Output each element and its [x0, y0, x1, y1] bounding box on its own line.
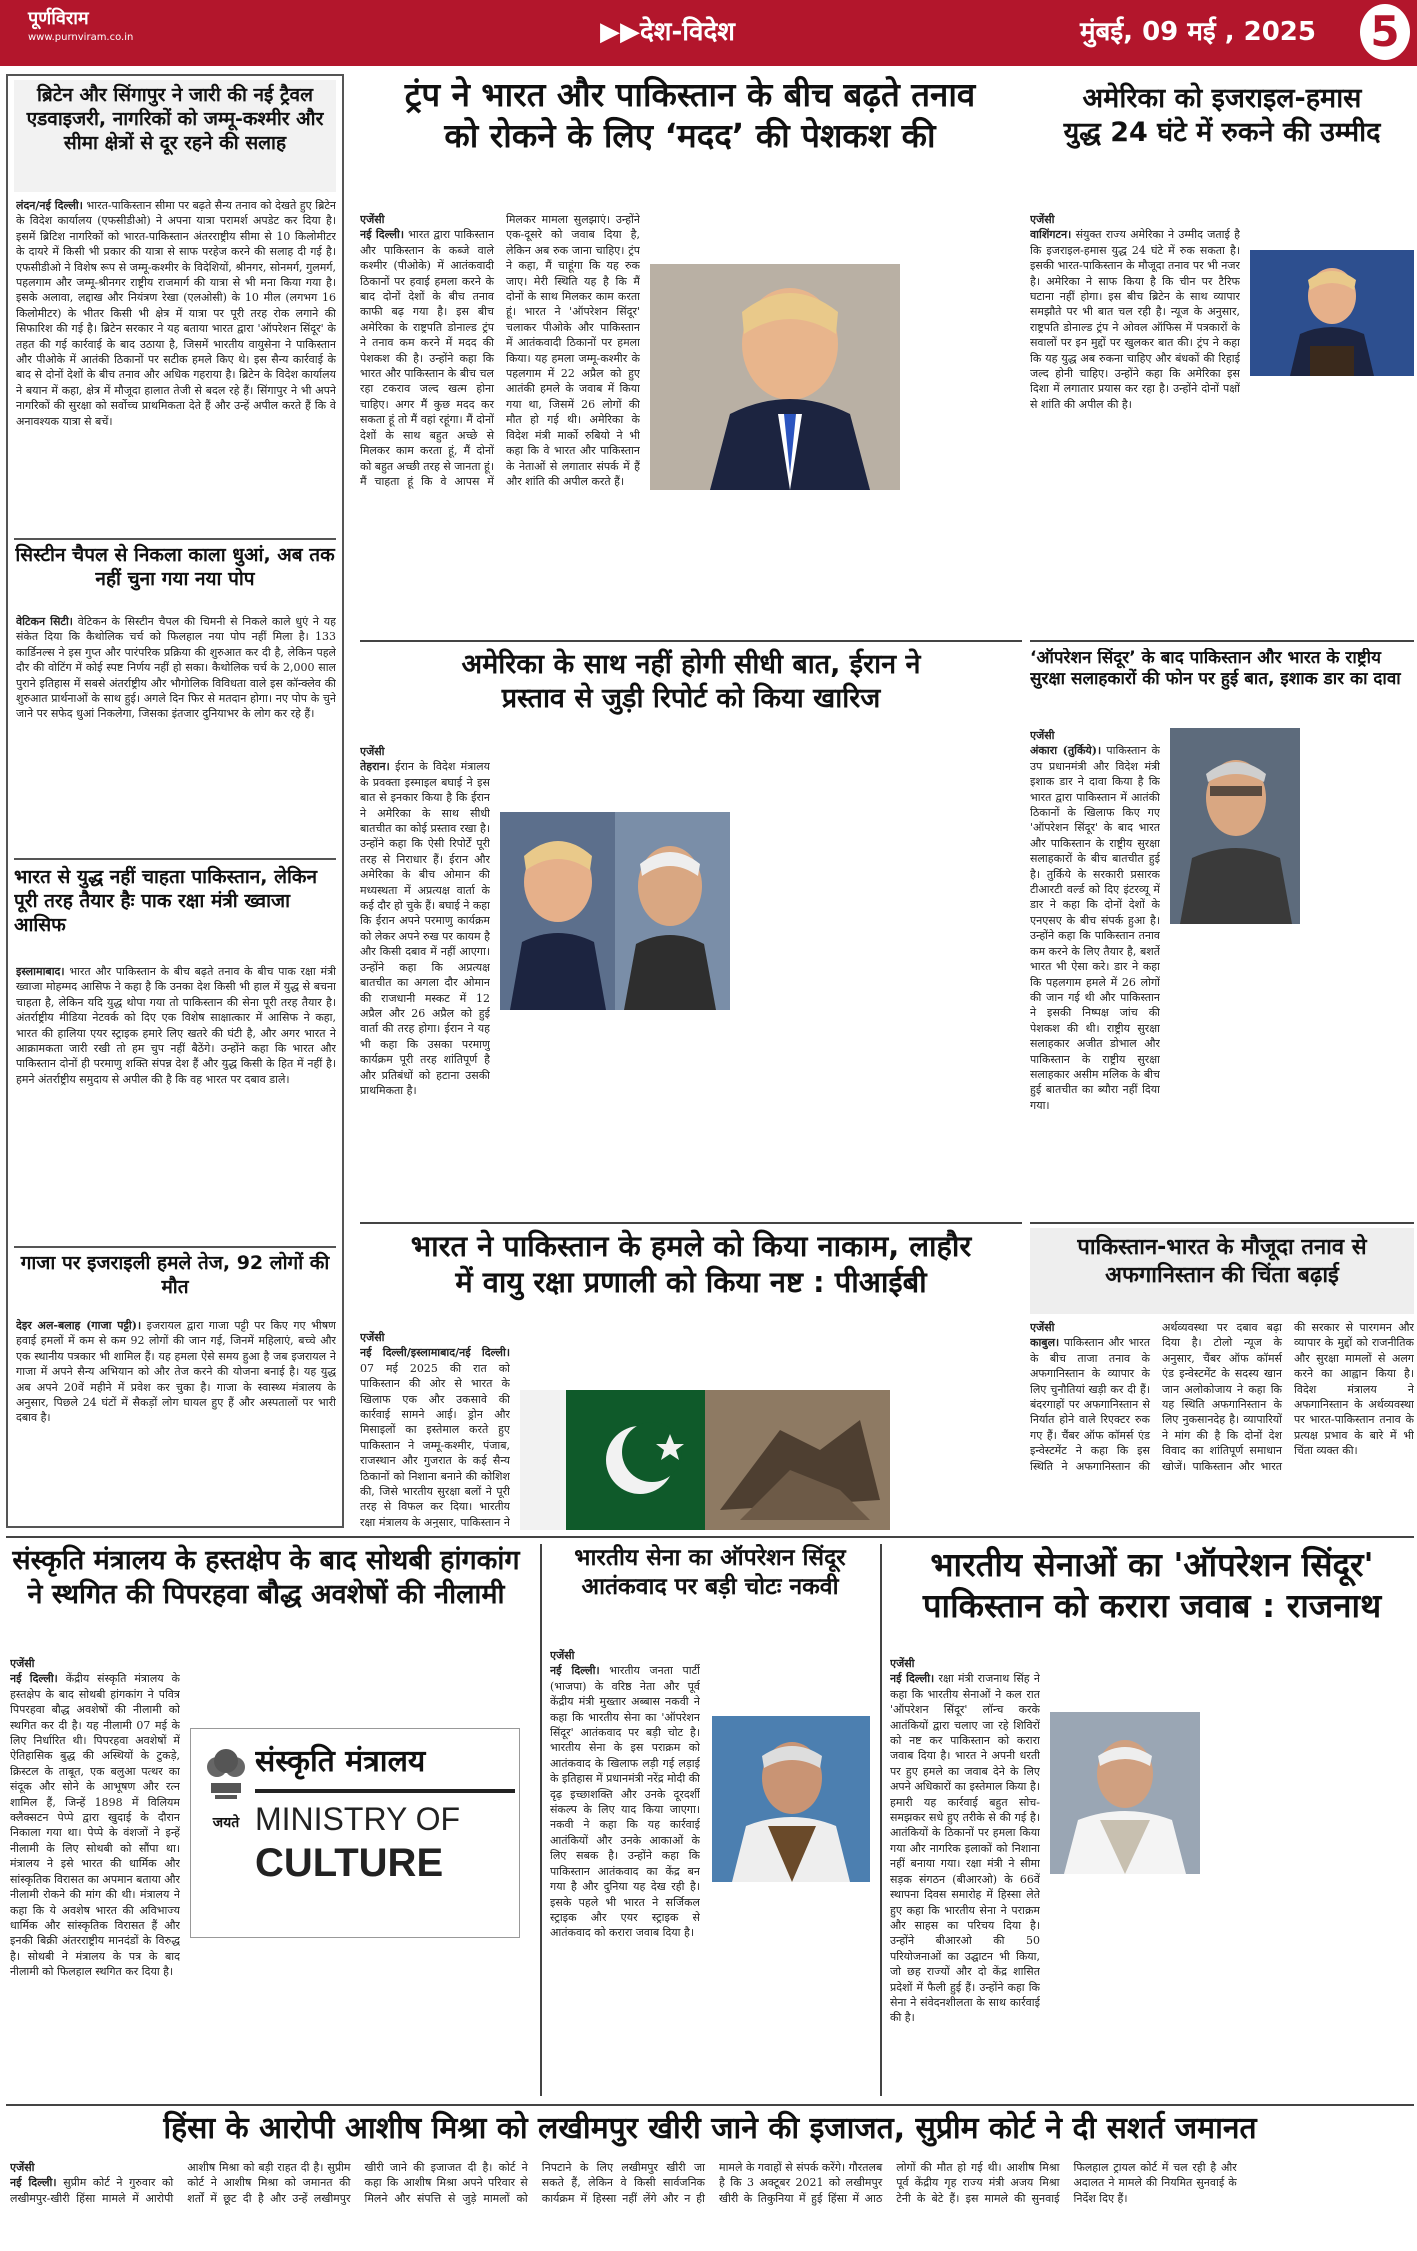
pib-dateline: नई दिल्ली/इस्लामाबाद/नई दिल्ली।	[360, 1346, 510, 1360]
story2-head-box	[14, 538, 336, 608]
story1-dateline: लंदन/नई दिल्ली।	[16, 199, 83, 212]
naqvi-body-col1	[550, 1648, 700, 2096]
lakhimpur-agency: एजेंसी	[10, 2161, 35, 2174]
pakistan-flag-debris-photo	[520, 1390, 890, 1530]
naqvi-dateline: नई दिल्ली।	[550, 1664, 600, 1678]
gaza-ceasefire-head-box	[1030, 74, 1414, 206]
nsa-agency: एजेंसी	[1030, 729, 1055, 742]
trump-pezeshkian-art	[500, 812, 730, 1010]
rajnath-headline-line1: भारतीय सेनाओं का 'ऑपरेशन सिंदूर'	[930, 1545, 1374, 1584]
story4-body: इजरायल द्वारा गाजा पट्टी पर किए गए भीषण हवाई हमलों में कम से कम 92 लोगों की जान गई, जिनमें महिलाएं, बच्चे और एक स्थानीय पत्रकार भी शामिल हैं। यह हमला ऐसे समय हुआ है जब इजरायल ने गाजा में अपने सैन्य अभियान को और तेज करने की योजना बनाई है। यह युद्ध अब अपने 20वें महीने में प्रवेश कर चुका है। गाजा के स्वास्थ्य मंत्रालय के अनुसार, पिछले 24 घंटों में सैकड़ों लोग घायल हुए हैं और अस्पतालों पर भारी दबाव है।	[16, 1319, 336, 1425]
iran-dateline: तेहरान।	[360, 760, 390, 774]
gaza-ceasefire-headline-line2: युद्ध 24 घंटे में रुकने की उम्मीद	[1063, 116, 1381, 148]
gaza-ceasefire-agency: एजेंसी	[1030, 213, 1055, 226]
rajnath-headline-line2: पाकिस्तान को करारा जवाब : राजनाथ	[922, 1586, 1382, 1626]
lakhimpur-body-text: सुप्रीम कोर्ट ने गुरुवार को लखीमपुर-खीरी हिंसा मामले में आरोपी आशीष मिश्रा को बड़ी राहत दी है। सुप्रीम कोर्ट ने आशीष मिश्रा को जमानत की शर्तों में छूट दी है और उन्हें लखीमपुर खीरी जाने की इजाजत दी है। कोर्ट ने कहा कि आशीष मिश्रा अपने परिवार से मिलने और संपत्ति से जुड़े मामलों को निपटाने के लिए लखीमपुर खीरी जा सकते हैं, लेकिन वे किसी सार्वजनिक कार्यक्रम में हिस्सा नहीं लेंगे और न ही मामले के गवाहों से संपर्क करेंगे। गौरतलब है कि 3 अक्टूबर 2021 को लखीमपुर खीरी के तिकुनिया में हुई हिंसा में आठ लोगों की मौत हो गई थी। आशीष मिश्रा पूर्व केंद्रीय गृह राज्य मंत्री अजय मिश्रा टेनी के बेटे हैं। इस मामले की सुनवाई फिलहाल ट्रायल कोर्ट में चल रही है और अदालत ने मामले की नियमित सुनवाई के निर्देश दिए हैं।	[10, 2161, 1237, 2205]
story2-body-wrap	[16, 614, 336, 850]
culture-headline-box	[6, 1544, 526, 1648]
culture-headline-line2: ने स्थगित की पिपरहवा बौद्ध अवशेषों की नीलामी	[27, 1578, 505, 1610]
trump-podium-photo	[1250, 250, 1414, 376]
story4-headline: गाजा पर इजराइली हमले तेज, 92 लोगों की मौत	[20, 1252, 330, 1298]
iran-headline-line2: प्रस्ताव से जुड़ी रिपोर्ट को किया खारिज	[501, 682, 881, 714]
rule-rajnath-left	[880, 1544, 882, 2096]
logo-tagline: जयते	[212, 1815, 240, 1831]
afghan-dateline: काबुल।	[1030, 1336, 1060, 1350]
nsa-headline-line1: ‘ऑपरेशन सिंदूर’ के बाद पाकिस्तान और भारत के राष्ट्रीय	[1030, 648, 1381, 668]
pib-headline-box	[360, 1228, 1022, 1324]
rule-bottom	[6, 2104, 1414, 2106]
nsa-headline-line2: सुरक्षा सलाहकारों की फोन पर हुई बात, इशाक डार का दावा	[1030, 669, 1401, 690]
trump-photo-art	[650, 264, 900, 490]
lakhimpur-headline: हिंसा के आरोपी आशीष मिश्रा को लखीमपुर खीरी जाने की इजाजत, सुप्रीम कोर्ट ने दी सशर्त जमानत	[163, 2111, 1257, 2146]
culture-body-bottom	[190, 1946, 530, 2096]
afghan-headline-line2: अफगानिस्तान की चिंता बढ़ाई	[1105, 1262, 1339, 1288]
nsa-body: पाकिस्तान के उप प्रधानमंत्री और विदेश मंत्री इशाक डार ने दावा किया है कि भारत द्वारा पाकिस्तान में आतंकी ठिकानों के खिलाफ किए गए 'ऑपरेशन सिंदूर' के बाद भारत और पाकिस्तान के राष्ट्रीय सुरक्षा सलाहकारों के बीच बातचीत हुई है। तुर्किये के सरकारी प्रसारक टीआरटी वर्ल्ड को दिए इंटरव्यू में डार ने कहा कि दोनों देशों के एनएसए के बीच संपर्क हुआ है। उन्होंने कहा कि पाकिस्तान तनाव कम करने के लिए तैयार है, बशर्ते भारत भी ऐसा करे। डार ने कहा कि पहलगाम हमले में 26 लोगों की जान गई थी और पाकिस्तान ने इसकी निष्पक्ष जांच की पेशकश की थी। राष्ट्रीय सुरक्षा सलाहकार अजीत डोभाल और पाकिस्तान के राष्ट्रीय सुरक्षा सलाहकार असीम मलिक के बीच हुई बातचीत का ब्यौरा नहीं दिया गया।	[1030, 744, 1160, 1112]
rajnath-art	[1050, 1712, 1200, 1874]
trump-pezeshkian-photo	[500, 812, 730, 1010]
story1-body-wrap	[16, 198, 336, 528]
ishaq-dar-photo	[1170, 728, 1300, 924]
naqvi-body: भारतीय जनता पार्टी (भाजपा) के वरिष्ठ नेता और पूर्व केंद्रीय मंत्री मुख्तार अब्बास नकवी ने कहा कि भारतीय सेना का 'ऑपरेशन सिंदूर' आतंकवाद पर बड़ी चोट है। भारतीय सेना के इस पराक्रम को आतंकवाद के खिलाफ लड़ी गई लड़ाई के इतिहास में प्रधानमंत्री नरेंद्र मोदी की दृढ़ इच्छाशक्ति और उनके दूरदर्शी संकल्प के लिए याद किया जाएगा। नकवी ने कहा कि यह कार्रवाई आतंकियों और उनके आकाओं के लिए सबक है। उन्होंने कहा कि पाकिस्तान आतंकवाद का केंद्र बन गया है और दुनिया यह देख रही है। इसके पहले भी भारत ने सर्जिकल स्ट्राइक और एयर स्ट्राइक से आतंकवाद को करारा जवाब दिया है।	[550, 1664, 700, 1940]
naqvi-headline-line2: आतंकवाद पर बड़ी चोटः नकवी	[581, 1573, 839, 1600]
story2-body: वेटिकन के सिस्टीन चैपल की चिमनी से निकले काले धुएं ने यह संकेत दिया कि कैथोलिक चर्च को फिलहाल नया पोप नहीं मिला है। 133 कार्डिनल्स ने इस गुप्त और पारंपरिक प्रक्रिया की शुरुआत कर दी है, लेकिन पहले दौर की वोटिंग में कोई स्पष्ट निर्णय नहीं हो सका। कैथोलिक चर्च के 2,000 साल पुराने इतिहास में सबसे अंतर्राष्ट्रीय और भौगोलिक विविधता वाले इस कॉन्क्लेव की शुरुआत प्रार्थनाओं के साथ हुई। अगले दिन फिर से मतदान होगा। नए पोप के चुने जाने पर सफेद धुआं निकलेगा, जिसका इंतजार दुनियाभर के लोग कर रहे हैं।	[16, 615, 336, 721]
naqvi-agency: एजेंसी	[550, 1649, 575, 1662]
afghan-headline-box	[1030, 1228, 1414, 1314]
lead-agency: एजेंसी	[360, 213, 385, 226]
lead-body-bottom	[650, 496, 1020, 632]
story2-dateline: वेटिकन सिटी।	[16, 615, 73, 628]
story3-body-wrap	[16, 964, 336, 1240]
story3-dateline: इस्लामाबाद।	[16, 965, 65, 978]
story1-body: भारत-पाकिस्तान सीमा पर बढ़ते सैन्य तनाव को देखते हुए ब्रिटेन के विदेश कार्यालय (एफसीडीओ) ने अपना यात्रा परामर्श अपडेट कर दिया है। इसमें ब्रिटिश नागरिकों को भारत-पाकिस्तान अंतरराष्ट्रीय सीमा से 10 किलोमीटर के दायरे में किसी भी प्रकार की यात्रा से साफ परहेज करने की सलाह दी गई है। एफसीडीओ ने विशेष रूप से जम्मू-कश्मीर के विदेशियों, श्रीनगर, सोनमर्ग, गुलमर्ग, पहलगाम और जम्मू-श्रीनगर राष्ट्रीय राजमार्ग की यात्रा से भी मना किया गया है। इसके अलावा, लद्दाख और नियंत्रण रेखा (एलओसी) के 10 मील (लगभग 16 किलोमीटर) के भीतर किसी भी क्षेत्र में यात्रा पर पूरी तरह रोक लगाने की सिफारिश की गई है। ब्रिटेन सरकार ने यह बताया भारत द्वारा 'ऑपरेशन सिंदूर' के तहत की गई कार्रवाई के बाद उठाया है, जिसमें भारतीय वायुसेना ने पाकिस्तान और पीओके में आतंकी ठिकानों पर सटीक हमले किए थे। इस सैन्य कार्रवाई के बाद से दोनों देशों के बीच तनाव और अधिक गहराया है। ब्रिटेन के विदेश कार्यालय ने बयान में कहा, क्षेत्र में मौजूदा हालात तेजी से बदल रहे हैं। सिंगापुर ने भी अपने नागरिकों की सुरक्षा को सर्वोच्च प्राथमिकता देते हैं और उन्हें अपील करते हैं कि वे अनावश्यक यात्रा से बचें।	[16, 199, 336, 428]
issue-date: मुंबई, 09 मई , 2025	[1080, 17, 1316, 47]
naqvi-headline-line1: भारतीय सेना का ऑपरेशन सिंदूर	[574, 1545, 846, 1571]
lead-headline-line2: को रोकने के लिए ‘मदद’ की पेशकश की	[444, 116, 936, 156]
rajnath-photo	[1050, 1712, 1200, 1874]
story4-head-box	[14, 1246, 336, 1312]
nsa-headline-box	[1030, 648, 1414, 722]
iran-body-col1	[360, 744, 490, 1214]
section-title: ▶▶देश-विदेश	[600, 17, 735, 47]
rajnath-body-mid-bottom	[1050, 1880, 1200, 2096]
logo-hindi: संस्कृति मंत्रालय	[255, 1744, 426, 1779]
afghan-agency: एजेंसी	[1030, 1321, 1055, 1334]
rajnath-body: रक्षा मंत्री राजनाथ सिंह ने कहा कि भारतीय सेनाओं ने कल रात 'ऑपरेशन सिंदूर' लॉन्च करके आतंकियों द्वारा चलाए जा रहे शिविरों को नष्ट कर पाकिस्तान को करारा जवाब दिया है। भारत ने अपनी धरती पर हुए हमले का जवाब देने के लिए अपने अधिकारों का इस्तेमाल किया है। हमारी यह कार्रवाई बहुत सोच-समझकर सधे हुए तरीके से की गई है। आतंकियों के ठिकानों पर हमला किया गया और नागरिक इलाकों को निशाना नहीं बनाया गया। रक्षा मंत्री ने सीमा सड़क संगठन (बीआरओ) के 66वें स्थापना दिवस समारोह में हिस्सा लेते हुए कहा कि भारतीय सेना ने पराक्रम और साहस का परिचय दिया है। उन्होंने बीआरओ की 50 परियोजनाओं का उद्घाटन भी किया, जो छह राज्यों और दो केंद्र शासित प्रदेशों में फैली हुई हैं। उन्होंने कहा कि सेना ने संवेदनशीलता के साथ कार्रवाई की है।	[890, 1672, 1040, 2025]
pib-headline-line2: में वायु रक्षा प्रणाली को किया नष्ट : पीआईबी	[455, 1265, 927, 1300]
rajnath-body-mid-top	[1050, 1656, 1200, 1706]
rajnath-body-col1	[890, 1656, 1040, 2096]
lead-headline-box	[360, 74, 1020, 206]
afghan-headline-line1: पाकिस्तान-भारत के मौजूदा तनाव से	[1077, 1235, 1367, 1260]
logo-en-line2: CULTURE	[255, 1841, 444, 1885]
rule-nsa	[1030, 640, 1414, 642]
story1-headline: ब्रिटेन और सिंगापुर ने जारी की नई ट्रैवल एडवाइजरी, नागरिकों को जम्मू-कश्मीर और सीमा क्षेत्रों से दूर रहने की सलाह	[26, 84, 324, 154]
nsa-body-right	[1310, 728, 1414, 1214]
logo-en-line1: MINISTRY OF	[255, 1801, 461, 1837]
gaza-ceasefire-dateline: वाशिंगटन।	[1030, 228, 1072, 242]
lead-dateline: नई दिल्ली।	[360, 228, 405, 242]
emblem-icon	[205, 1739, 247, 1809]
lead-body-left	[360, 212, 640, 632]
story1-head-box	[14, 80, 336, 192]
page-number: 5	[1360, 4, 1410, 60]
story2-headline: सिस्टीन चैपल से निकला काला धुआं, अब तक नहीं चुना गया नया पोप	[15, 544, 335, 590]
nsa-body-left	[1030, 728, 1160, 1214]
nsa-dateline: अंकारा (तुर्किये)।	[1030, 744, 1102, 758]
naqvi-headline-box	[550, 1544, 870, 1640]
rajnath-agency: एजेंसी	[890, 1657, 915, 1670]
pib-body: 07 मई 2025 की रात को पाकिस्तान की ओर से भारत के खिलाफ एक और उकसावे की कार्रवाई सामने आई। ड्रोन और मिसाइलों का इस्तेमाल करते हुए पाकिस्तान ने जम्मू-कश्मीर, पंजाब, राजस्थान और गुजरात के कई सैन्य ठिकानों को निशाना बनाने की कोशिश की, जिसे भारतीय सुरक्षा बलों ने पूरी तरह से विफल कर दिया। भारतीय रक्षा मंत्रालय के अनुसार, पाकिस्तान ने	[360, 1361, 510, 1528]
culture-body-col1	[10, 1656, 180, 2096]
lead-headline-line1: ट्रंप ने भारत और पाकिस्तान के बीच बढ़ते तनाव	[404, 75, 976, 114]
story3-headline: भारत से युद्ध नहीं चाहता पाकिस्तान, लेकिन पूरी तरह तैयार हैः पाक रक्षा मंत्री ख्वाजा आसिफ	[14, 866, 318, 936]
iran-body: ईरान के विदेश मंत्रालय के प्रवक्ता इस्माइल बघाई ने इस बात से इनकार किया है कि ईरान ने अमेरिका के साथ सीधी बातचीत का कोई प्रस्ताव रखा है। उन्होंने कहा कि ऐसी रिपोर्टें पूरी तरह से निराधार हैं। ईरान और अमेरिका के बीच ओमान की मध्यस्थता में अप्रत्यक्ष वार्ता के कई दौर हो चुके हैं। बघाई ने कहा कि ईरान अपने परमाणु कार्यक्रम को लेकर अपने रुख पर कायम है और किसी दबाव में नहीं आएगा। उन्होंने कहा कि अप्रत्यक्ष बातचीत का अगला दौर ओमान की राजधानी मस्कट में 12 अप्रैल और 26 अप्रैल को हुई वार्ता की तरह होगा। ईरान ने यह भी कहा कि उसका परमाणु कार्यक्रम पूरी तरह शांतिपूर्ण है और प्रतिबंधों को हटाना उसकी प्राथमिकता है।	[360, 760, 490, 1097]
culture-agency: एजेंसी	[10, 1657, 35, 1670]
culture-dateline: नई दिल्ली।	[10, 1672, 58, 1686]
rajnath-headline-box	[890, 1544, 1414, 1648]
naqvi-photo	[712, 1716, 870, 1882]
iran-headline-box	[360, 648, 1022, 738]
masthead-url: www.purnviram.co.in	[28, 32, 134, 43]
rule-afghan	[1030, 1222, 1414, 1224]
rule-pib	[360, 1222, 1022, 1224]
left-column-box	[6, 74, 344, 1528]
lakhimpur-body	[10, 2160, 1414, 2248]
masthead-brand: पूर्णविराम	[28, 8, 89, 29]
flag-debris-art	[520, 1390, 890, 1530]
naqvi-body-bottom	[712, 1888, 870, 2096]
gaza-ceasefire-body-right	[1250, 382, 1414, 632]
culture-headline-line1: संस्कृति मंत्रालय के हस्तक्षेप के बाद सोथबी हांगकांग	[12, 1545, 520, 1576]
masthead-band	[0, 0, 1417, 66]
story4-dateline: देइर अल-बलाह (गाजा पट्टी)।	[16, 1319, 142, 1332]
rule-lower	[6, 1536, 1414, 1538]
story4-body-wrap	[16, 1318, 336, 1522]
afghan-body-text: पाकिस्तान और भारत के बीच ताजा तनाव के अफगानिस्तान के व्यापार के लिए चुनौतियां खड़ी कर दी हैं। बंदरगाहों पर अफगानिस्तान से निर्यात होने वाले रिएक्टर रुक गए हैं। चैंबर ऑफ कॉमर्स एंड इन्वेस्टमेंट ने कहा कि इस स्थिति ने अफगानिस्तान की अर्थव्यवस्था पर दबाव बढ़ा दिया है। टोलो न्यूज के अनुसार, चैंबर ऑफ कॉमर्स एंड इन्वेस्टमेंट के सदस्य खान जान अलोकोजाय ने कहा कि यह स्थिति अफगानिस्तान के लिए नुकसानदेह है। व्यापारियों ने मांग की है कि दोनों देश विवाद का शांतिपूर्ण समाधान खोजें। पाकिस्तान और भारत की सरकार से पारगमन और व्यापार के मुद्दों को राजनीतिक और सुरक्षा मामलों से अलग करने का आह्वान किया है। विदेश मंत्रालय ने अफगानिस्तान के अर्थव्यवस्था पर भारत-पाकिस्तान तनाव के प्रत्यक्ष प्रभाव के बारे में भी चिंता व्यक्त की।	[1030, 1321, 1414, 1473]
pib-body-col1	[360, 1330, 510, 1528]
culture-body: केंद्रीय संस्कृति मंत्रालय के हस्तक्षेप के बाद सोथबी हांगकांग ने पवित्र पिपरहवा बौद्ध अवशेषों की नीलामी को स्थगित कर दी है। यह नीलामी 07 मई के लिए निर्धारित थी। पिपरहवा अवशेषों में ऐतिहासिक बुद्ध की अस्थियों के टुकड़े, क्रिस्टल के ताबूत, एक बलुआ पत्थर का संदूक और सोने के आभूषण और रत्न शामिल हैं, जिन्हें 1898 में विलियम क्लैक्सटन पेप्पे द्वारा खुदाई के दौरान निकाला गया था। पेप्पे के वंशजों ने इन्हें नीलामी के लिए सोथबी को सौंपा था। मंत्रालय ने इसे भारत की धार्मिक और सांस्कृतिक विरासत का अपमान बताया और नीलामी रोकने की मांग की थी। मंत्रालय ने कहा कि ये अवशेष भारत की अविभाज्य धार्मिक और सांस्कृतिक विरासत हैं और इनकी बिक्री अंतरराष्ट्रीय मानदंडों के विरुद्ध है। सोथबी ने मंत्रालय के पत्र के बाद नीलामी को फिलहाल स्थगित कर दिया है।	[10, 1672, 180, 1979]
afghan-body	[1030, 1320, 1414, 1528]
gaza-ceasefire-body-left	[1030, 212, 1240, 632]
ishaq-dar-art	[1170, 728, 1300, 924]
iran-agency: एजेंसी	[360, 745, 385, 758]
rule-iran	[360, 640, 1022, 642]
pib-agency: एजेंसी	[360, 1331, 385, 1344]
gaza-ceasefire-body: संयुक्त राज्य अमेरिका ने उम्मीद जताई है कि इजराइल-हमास युद्ध 24 घंटे में रुक सकता है। इसकी भारत-पाकिस्तान के मौजूदा तनाव पर भी नजर है। अमेरिका ने साफ किया है कि चीन पर टैरिफ घटाना नहीं होगा। इस बीच ब्रिटेन के साथ व्यापार समझौते पर भी बात चल रही है। न्यूज के अनुसार, राष्ट्रपति डोनाल्ड ट्रंप ने ओवल ऑफिस में पत्रकारों के सवालों पर इन मुद्दों पर खुलकर बात की। ट्रंप ने कहा कि यह युद्ध अब रुकना चाहिए और बंधकों की रिहाई जल्द होनी चाहिए। उन्होंने कहा कि अमेरिका इस दिशा में लगातार प्रयास कर रहा है। उन्होंने दोनों पक्षों से शांति की अपील की है।	[1030, 228, 1240, 411]
lakhimpur-headline-box	[6, 2110, 1414, 2156]
story3-head-box	[14, 858, 336, 958]
rule-naqvi-left	[540, 1544, 542, 2096]
naqvi-art	[712, 1716, 870, 1882]
lead-body: भारत द्वारा पाकिस्तान और पाकिस्तान के कब्जे वाले कश्मीर (पीओके) में आतंकवादी ठिकानों पर हवाई हमला करने के बाद दोनों देशों के बीच तनाव काफी बढ़ गया है। इस बीच अमेरिका के राष्ट्रपति डोनाल्ड ट्रंप ने तनाव कम करने में मदद की पेशकश की है। उन्होंने कहा कि भारत और पाकिस्तान के बीच चल रहा टकराव जल्द खत्म होना चाहिए। अगर मैं कुछ मदद कर सकता हूं तो मैं वहां रहूंगा। मैं दोनों देशों के साथ बहुत अच्छे से मिलकर काम करता हूं, मैं दोनों को बहुत अच्छी तरह से जानता हूं। मैं चाहता हूं कि वे आपस में मिलकर मामला सुलझाएं। उन्होंने एक-दूसरे को जवाब दिया है, लेकिन अब रुक जाना चाहिए। ट्रंप ने कहा, मैं चाहूंगा कि यह रुक जाए। मेरी स्थिति यह है कि मैं दोनों के साथ मिलकर काम करता हूं। भारत ने 'ऑपरेशन सिंदूर' चलाकर पीओके और पाकिस्तान में आतंकवादी ठिकानों पर हमला किया। यह हमला जम्मू-कश्मीर के पहलगाम में 22 अप्रैल को हुए आतंकी हमले के जवाब में किया गया था, जिसमें 26 लोगों की मौत हो गई थी। अमेरिका के विदेश मंत्री मार्को रुबियो ने भी कहा कि वे भारत और पाकिस्तान के नेताओं से लगातार संपर्क में हैं और शांति की अपील करते हैं।	[360, 213, 640, 488]
rajnath-dateline: नई दिल्ली।	[890, 1672, 935, 1686]
gaza-ceasefire-headline-line1: अमेरिका को इजराइल-हमास	[1082, 83, 1362, 114]
rajnath-body-right	[1210, 1656, 1414, 2096]
ministry-of-culture-logo	[190, 1728, 520, 1938]
pib-headline-line1: भारत ने पाकिस्तान के हमले को किया नाकाम, लाहौर	[410, 1229, 972, 1263]
lakhimpur-dateline: नई दिल्ली।	[10, 2176, 57, 2190]
iran-body-right	[740, 744, 1020, 1214]
trump-podium-art	[1250, 250, 1414, 376]
iran-headline-line1: अमेरिका के साथ नहीं होगी सीधी बात, ईरान ने	[461, 649, 921, 680]
logo-rule	[255, 1789, 515, 1793]
story3-body: भारत और पाकिस्तान के बीच बढ़ते तनाव के बीच पाक रक्षा मंत्री ख्वाजा मोहम्मद आसिफ ने कहा है कि उनका देश किसी भी हाल में युद्ध से बचना चाहता है, लेकिन यदि युद्ध थोपा गया तो पाकिस्तान की सेना पूरी तरह तैयार है। अंतर्राष्ट्रीय मीडिया नेटवर्क को दिए एक विशेष साक्षात्कार में आसिफ ने कहा, भारत की हालिया एयर स्ट्राइक हमारे लिए खतरे की घंटी है, और अगर भारत ने आक्रामकता जारी रखी तो हम चुप नहीं बैठेंगे। उन्होंने कहा कि भारत और पाकिस्तान दोनों ही परमाणु शक्ति संपन्न देश हैं और युद्ध किसी के हित में नहीं है। हमने अंतर्राष्ट्रीय समुदाय से अपील की है कि वह भारत पर दबाव डाले।	[16, 965, 336, 1086]
trump-photo	[650, 264, 900, 490]
